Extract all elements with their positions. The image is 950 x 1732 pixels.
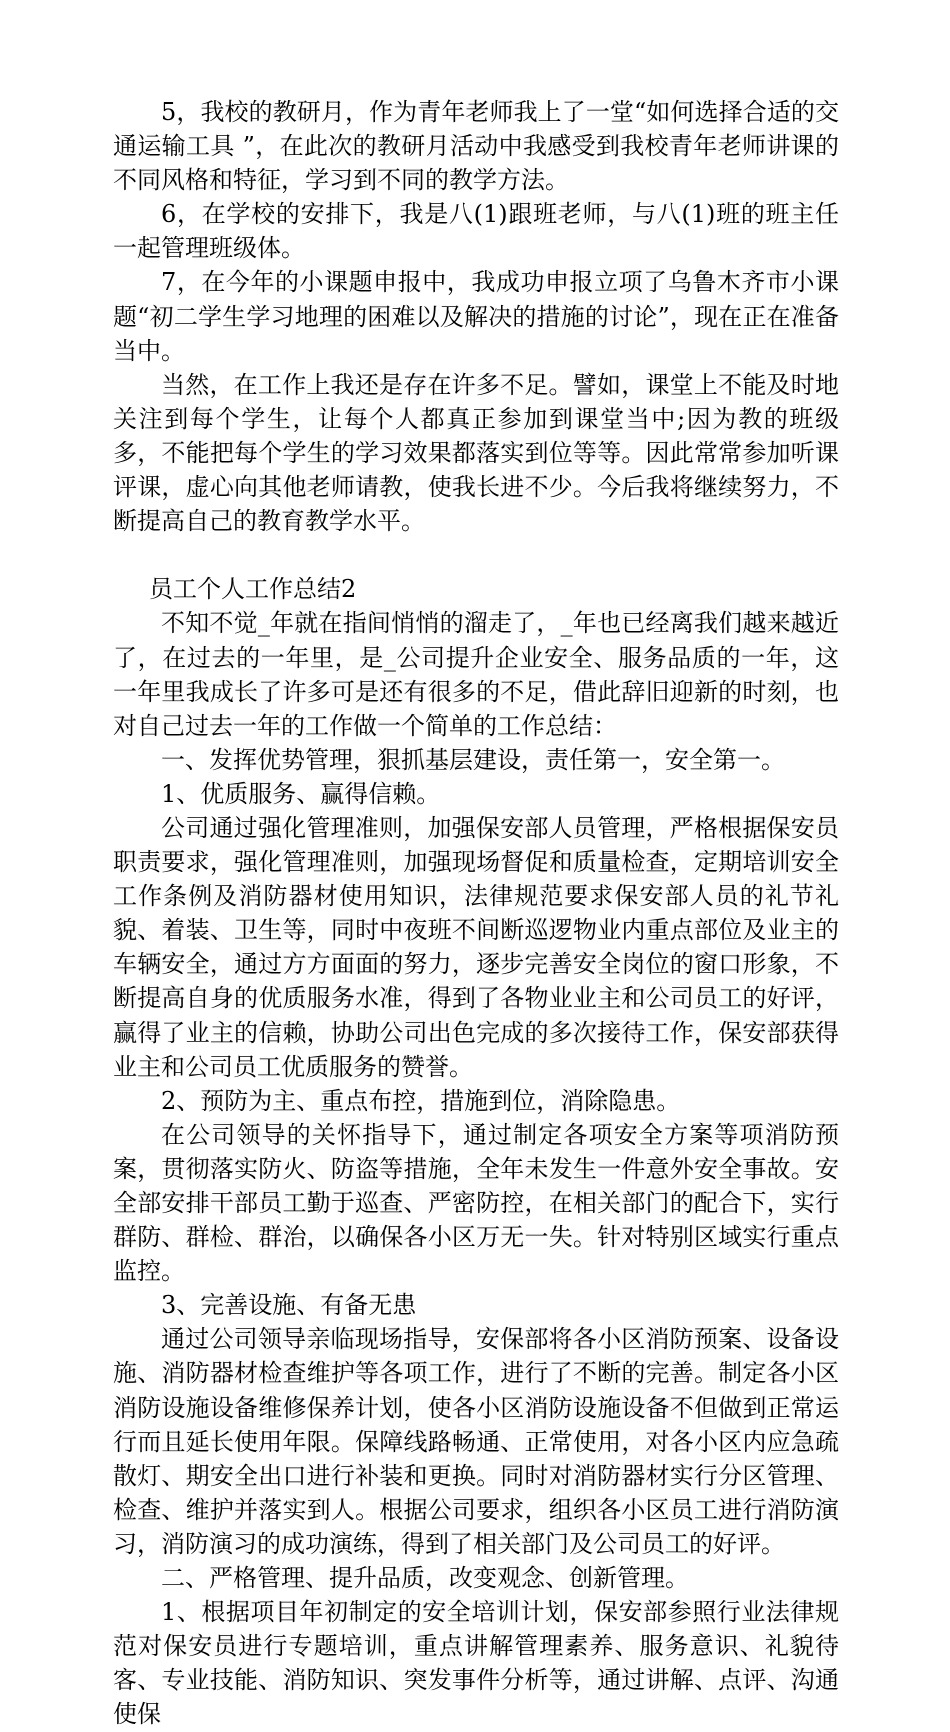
paragraph-shortcomings: 当然，在工作上我还是存在许多不足。譬如，课堂上不能及时地关注到每个学生，让每个人都真正参加到课堂当中;因为教的班级多，不能把每个学生的学习效果都落实到位等等。因此常常参加听课评课，虚心向其他老师请教，使我长进不少。今后我将继续努力，不断提高自己的教育教学水平。 <box>113 370 839 536</box>
document-page <box>113 95 839 1732</box>
paragraph-training: 1、根据项目年初制定的安全培训计划，保安部参照行业法律规范对保安员进行专题培训，重点讲解管理素养、服务意识、礼貌待客、专业技能、消防知识、突发事件分析等，通过讲解、点评、沟通使保 <box>113 1598 839 1729</box>
blank-line <box>113 538 839 572</box>
heading-part-one: 一、发挥优势管理，狠抓基层建设，责任第一，安全第一。 <box>161 745 785 774</box>
subheading-1: 1、优质服务、赢得信赖。 <box>161 779 441 808</box>
paragraph-facilities: 通过公司领导亲临现场指导，安保部将各小区消防预案、设备设施、消防器材检查维护等各项工作，进行了不断的完善。制定各小区消防设施设备维修保养计划，使各小区消防设施设备不但做到正常运行而且延长使用年限。保障线路畅通、正常使用，对各小区内应急疏散灯、期安全出口进行补装和更换。同时对消防器材实行分区管理、检查、维护并落实到人。根据公司要求，组织各小区员工进行消防演习，消防演习的成功演练，得到了相关部门及公司员工的好评。 <box>113 1325 839 1558</box>
paragraph-item-5: 5，我校的教研月，作为青年老师我上了一堂“如何选择合适的交通运输工具 ”，在此次的教研月活动中我感受到我校青年老师讲课的不同风格和特征，学习到不同的教学方法。 <box>113 98 839 195</box>
heading-part-two: 二、严格管理、提升品质，改变观念、创新管理。 <box>161 1564 689 1593</box>
subheading-2: 2、预防为主、重点布控，措施到位，消除隐患。 <box>161 1086 681 1115</box>
paragraph-service: 公司通过强化管理准则，加强保安部人员管理，严格根据保安员职责要求，强化管理准则，加强现场督促和质量检查，定期培训安全工作条例及消防器材使用知识，法律规范要求保安部人员的礼节礼貌、着装、卫生等，同时中夜班不间断巡逻物业内重点部位及业主的车辆安全，通过方方面面的努力，逐步完善安全岗位的窗口形象，不断提高自身的优质服务水准，得到了各物业业主和公司员工的好评，赢得了业主的信赖，协助公司出色完成的多次接待工作，保安部获得业主和公司员工优质服务的赞誉。 <box>113 813 839 1081</box>
subheading-3: 3、完善设施、有备无患 <box>161 1291 417 1320</box>
paragraph-intro: 不知不觉_年就在指间悄悄的溜走了，_年也已经离我们越来越近了，在过去的一年里，是_公司提升企业安全、服务品质的一年，这一年里我成长了许多可是还有很多的不足，借此辞旧迎新的时刻，也对自己过去一年的工作做一个简单的工作总结： <box>113 609 839 740</box>
paragraph-item-6: 6，在学校的安排下，我是八(1)跟班老师，与八(1)班的班主任一起管理班级体。 <box>113 200 839 263</box>
section-title: 员工个人工作总结2 <box>149 575 357 604</box>
paragraph-item-7: 7，在今年的小课题申报中，我成功申报立项了乌鲁木齐市小课题“初二学生学习地理的困难以及解决的措施的讨论”，现在正在准备当中。 <box>113 268 839 365</box>
paragraph-prevention: 在公司领导的关怀指导下，通过制定各项安全方案等项消防预案，贯彻落实防火、防盗等措施，全年未发生一件意外安全事故。安全部安排干部员工勤于巡查、严密防控，在相关部门的配合下，实行群防、群检、群治，以确保各小区万无一失。针对特别区域实行重点监控。 <box>113 1120 839 1286</box>
